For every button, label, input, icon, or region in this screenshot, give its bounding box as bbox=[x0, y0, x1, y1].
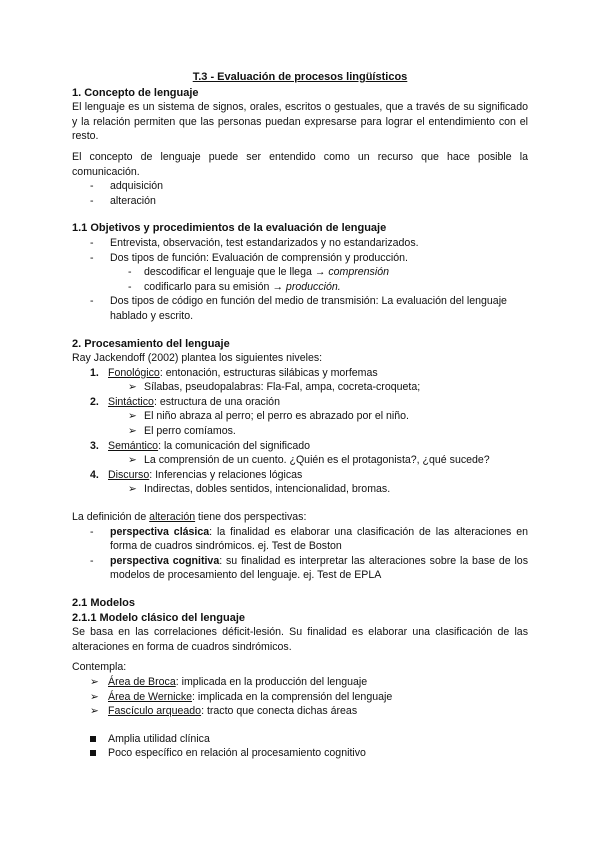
sub-list-item: - codificarlo para su emisión → producción. bbox=[72, 280, 528, 295]
level-item: 2. Sintáctico: estructura de una oración bbox=[90, 395, 280, 408]
list-item: - Entrevista, observación, test estandarizados y no estandarizados. bbox=[72, 236, 528, 251]
square-bullet-icon bbox=[90, 736, 96, 742]
section-1-paragraph-2: El concepto de lenguaje puede ser entendido como un recurso que hace posible la comunicación. bbox=[72, 150, 528, 178]
square-bullet-item: Amplia utilidad clínica bbox=[72, 732, 528, 747]
arrow-bullet-icon: ➢ bbox=[128, 483, 137, 496]
level-item: 4. Discurso: Inferencias y relaciones lógicas bbox=[90, 468, 303, 481]
alteration-definition: La definición de alteración tiene dos perspectivas: bbox=[72, 511, 307, 524]
section-2-heading: 2. Procesamiento del lenguaje bbox=[72, 337, 230, 350]
section-2-1-heading: 2.1 Modelos bbox=[72, 597, 135, 609]
level-item: 3. Semántico: la comunicación del significado bbox=[90, 439, 310, 452]
document-title: T.3 - Evaluación de procesos lingüísticos bbox=[192, 71, 408, 83]
perspective-item: - perspectiva clásica: la finalidad es elaborar una clasificación de las alteraciones en forma de cuadros sindrómicos. ej. Test de Boston bbox=[72, 525, 528, 554]
arrow-bullet-icon: ➢ bbox=[90, 675, 99, 688]
example-item: ➢ El niño abraza al perro; el perro es abrazado por el niño. bbox=[128, 410, 410, 423]
area-item: ➢ Fascículo arqueado: tracto que conecta dichas áreas bbox=[90, 705, 358, 718]
section-2-intro: Ray Jackendoff (2002) plantea los siguientes niveles: bbox=[72, 352, 323, 365]
arrow-bullet-icon: ➢ bbox=[128, 454, 137, 467]
section-1-heading: 1. Concepto de lenguaje bbox=[72, 86, 199, 99]
section-1-1-heading: 1.1 Objetivos y procedimientos de la evaluación de lenguaje bbox=[72, 222, 387, 235]
list-item: - Dos tipos de código en función del medio de transmisión: La evaluación del lenguaje hablado y escrito. bbox=[72, 294, 528, 323]
sub-list-item: - descodificar el lenguaje que le llega → comprensión bbox=[72, 265, 528, 280]
list-item: - adquisición bbox=[72, 179, 528, 194]
perspective-item: - perspectiva cognitiva: su finalidad es interpretar las alteraciones sobre la base de los modelos de procesamiento del lenguaje. ej. Test de EPLA bbox=[72, 554, 528, 583]
document-page bbox=[72, 70, 528, 761]
arrow-bullet-icon: ➢ bbox=[128, 410, 137, 423]
square-bullet-item: Poco específico en relación al procesamiento cognitivo bbox=[72, 746, 528, 761]
list-item: - alteración bbox=[72, 194, 528, 209]
list-item: - Dos tipos de función: Evaluación de comprensión y producción. bbox=[72, 251, 528, 266]
area-item: ➢ Área de Wernicke: implicada en la comprensión del lenguaje bbox=[90, 690, 393, 703]
section-1-paragraph-1: El lenguaje es un sistema de signos, orales, escritos o gestuales, que a través de su significado y la relación permiten que las personas puedan expresarse para lograr el entendimiento con el resto. bbox=[72, 101, 528, 143]
example-item: ➢ Indirectas, dobles sentidos, intencionalidad, bromas. bbox=[128, 483, 391, 496]
arrow-bullet-icon: ➢ bbox=[128, 381, 137, 394]
square-bullet-icon bbox=[90, 750, 96, 756]
example-item: ➢ La comprensión de un cuento. ¿Quién es el protagonista?, ¿qué sucede? bbox=[128, 454, 490, 467]
arrow-bullet-icon: ➢ bbox=[90, 690, 99, 703]
example-item: ➢ Sílabas, pseudopalabras: Fla-Fal, ampa, cocreta-croqueta; bbox=[128, 381, 421, 394]
contempla-label: Contempla: bbox=[72, 661, 127, 674]
area-item: ➢ Área de Broca: implicada en la producción del lenguaje bbox=[90, 675, 368, 688]
example-item: ➢ El perro comíamos. bbox=[128, 425, 236, 438]
arrow-bullet-icon: ➢ bbox=[128, 425, 137, 438]
section-2-1-1-paragraph: Se basa en las correlaciones déficit-lesión. Su finalidad es elaborar una clasificación de las alteraciones en forma de cuadros sindrómicos. bbox=[72, 626, 528, 653]
arrow-bullet-icon: ➢ bbox=[90, 705, 99, 718]
level-item: 1. Fonológico: entonación, estructuras silábicas y morfemas bbox=[90, 366, 378, 379]
section-2-1-1-heading: 2.1.1 Modelo clásico del lenguaje bbox=[72, 611, 246, 624]
